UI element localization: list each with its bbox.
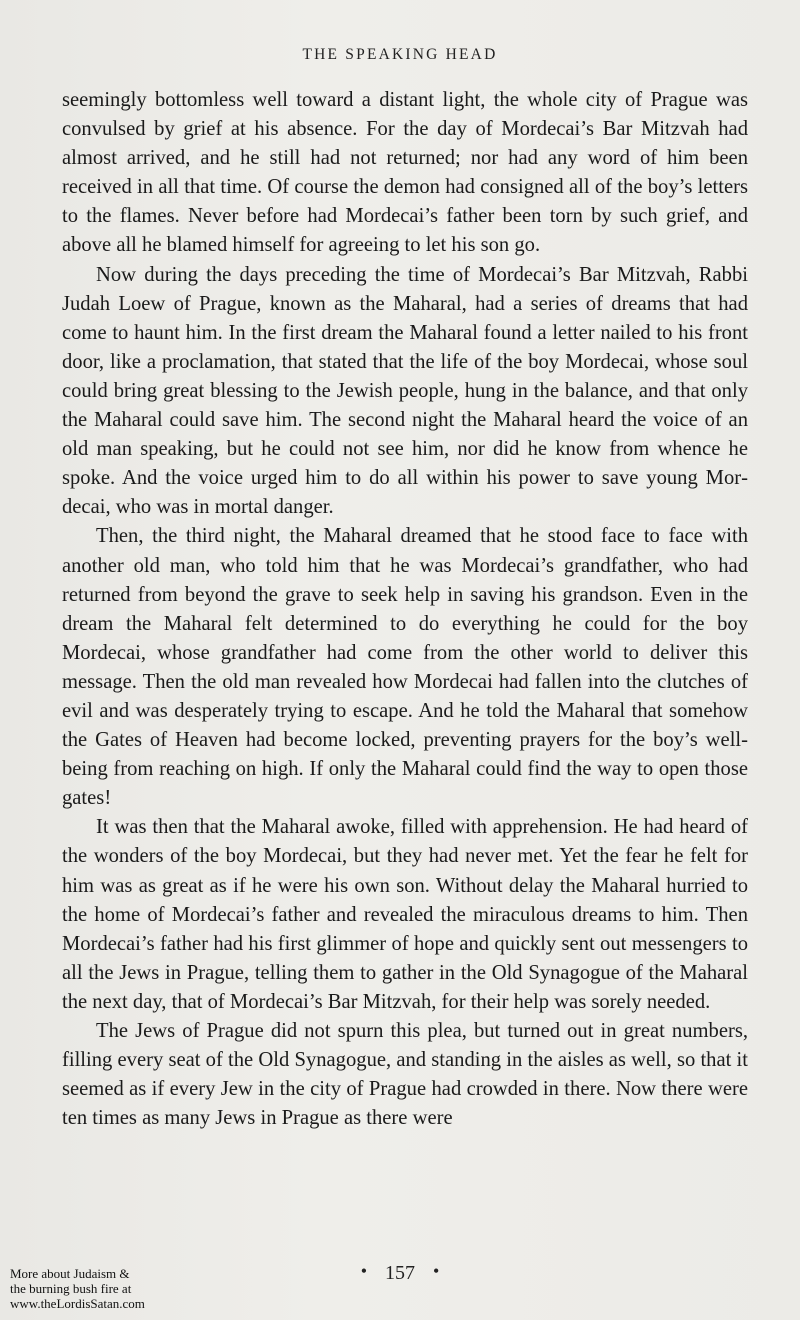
paragraph-continuation: seemingly bottomless well toward a distant light, the whole city of Prague was convulsed by grief at his absence. For the day of Mordecai’s Bar Mitzvah had almost arrived, and he still had not returned; nor had any word of him been received in all that time. Of course the demon had consigned all of the boy’s letters to the flames. Never before had Mordecai’s father been torn by such grief, and above all he blamed himself for agreeing to let his son go. — [62, 89, 748, 257]
paragraph-synagogue: The Jews of Prague did not spurn this plea, but turned out in great numbers, filling every seat of the Old Synagogue, and standing in the aisles as well, so that it seemed as if every Jew in the city of Prague had crowded in there. Now there were ten times as many Jews in Prague as there were — [62, 1020, 748, 1130]
site-watermark — [10, 1266, 210, 1311]
paragraph-third-night: Then, the third night, the Maharal dreamed that he stood face to face with another old man, who told him that he was Mordecai’s grandfather, who had returned from beyond the grave to seek help in saving his grandson. Even in the dream the Maharal felt determined to do everything he could for the boy Mordecai, whose grandfather had come from the other world to deliver this message. Then the old man revealed how Mordecai had fallen into the clutches of evil and was desperately trying to escape. And he told the Maharal that somehow the Gates of Heaven had become locked, preventing prayers for the boy’s well-being from reaching on high. If only the Maharal could find the way to open those gates! — [62, 525, 748, 810]
paragraph-awakening: It was then that the Maharal awoke, filled with apprehension. He had heard of the wonders of the boy Mordecai, but they had never met. Yet the fear he felt for him was as great as if he were his own son. Without delay the Maharal hurried to the home of Mordecai’s father and revealed the miraculous dreams to him. Then Mordecai’s father had his first glimmer of hope and quickly sent out messengers to all the Jews in Prague, telling them to gather in the Old Synagogue of the Maharal the next day, that of Mordecai’s Bar Mitzvah, for their help was sorely needed. — [62, 816, 748, 1013]
watermark-line-1: More about Judaism & — [10, 1266, 130, 1281]
running-head: THE SPEAKING HEAD — [302, 46, 498, 63]
paragraph-dreams: Now during the days preceding the time of Mordecai’s Bar Mitzvah, Rabbi Judah Loew of Prague, known as the Maharal, had a series of dreams that had come to haunt him. In the first dream the Maharal found a letter nailed to his front door, like a proclamation, that stated that the life of the boy Mordecai, whose soul could bring great blessing to the Jewish people, hung in the balance, and that only the Maharal could save him. The second night the Maharal heard the voice of an old man speaking, but he could not see him, nor did he know from whence he spoke. And the voice urged him to do all within his power to save young Mordecai, who was in mortal danger. — [62, 263, 748, 519]
folio-dot-left: • — [360, 1261, 367, 1281]
watermark-line-2: the burning bush fire at — [10, 1281, 132, 1296]
folio-dot-right: • — [433, 1261, 440, 1281]
page-number: 157 — [385, 1262, 415, 1284]
watermark-line-3: www.theLordisSatan.com — [10, 1296, 145, 1311]
body-text — [62, 86, 748, 1133]
